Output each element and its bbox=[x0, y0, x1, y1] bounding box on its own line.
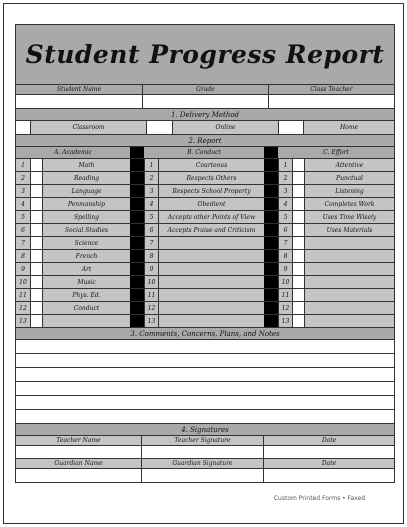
row-number bbox=[16, 211, 30, 223]
rating-box[interactable] bbox=[30, 250, 42, 262]
report-item[interactable] bbox=[304, 198, 394, 210]
report-item[interactable] bbox=[304, 211, 394, 223]
signature-label: Date bbox=[321, 460, 337, 467]
row-number bbox=[144, 276, 158, 288]
comment-line bbox=[16, 410, 394, 424]
report-item-label: French bbox=[75, 252, 98, 260]
report-item-label: Uses Materials bbox=[326, 226, 373, 234]
report-item-label: Respects School Property bbox=[172, 187, 251, 195]
row-number bbox=[16, 315, 30, 327]
row-number-text: 3 bbox=[21, 187, 25, 195]
report-item-label bbox=[159, 250, 264, 262]
signature-label-cell bbox=[263, 436, 394, 445]
column-divider bbox=[130, 250, 144, 262]
row-number bbox=[278, 237, 292, 249]
report-row bbox=[16, 250, 394, 263]
row-number-text: 2 bbox=[21, 174, 25, 182]
report-item-label: Reading bbox=[73, 174, 100, 182]
column-divider bbox=[264, 276, 278, 288]
report-item-label bbox=[159, 315, 264, 327]
report-item[interactable] bbox=[158, 198, 264, 210]
report-item[interactable] bbox=[42, 276, 130, 288]
report-item-label: Attentive bbox=[335, 161, 364, 169]
report-row bbox=[16, 289, 394, 302]
column-divider bbox=[130, 185, 144, 197]
rating-box[interactable] bbox=[30, 276, 42, 288]
report-item[interactable] bbox=[304, 224, 394, 236]
signature-label: Date bbox=[321, 437, 337, 444]
comment-line bbox=[16, 354, 394, 368]
rating-box[interactable] bbox=[30, 237, 42, 249]
row-number-text: 12 bbox=[147, 304, 156, 312]
row-number-text: 4 bbox=[149, 200, 154, 208]
row-number-text: 3 bbox=[283, 187, 288, 195]
delivery-option-text: Home bbox=[339, 124, 359, 131]
row-number-text: 5 bbox=[21, 213, 25, 221]
row-number-text: 7 bbox=[283, 239, 288, 247]
header-field-label: Class Teacher bbox=[310, 86, 353, 93]
column-divider bbox=[264, 315, 278, 327]
report-item-label: Listening bbox=[335, 187, 364, 195]
column-heading-cell bbox=[16, 147, 130, 158]
report-item-label bbox=[159, 289, 264, 301]
row-number bbox=[278, 224, 292, 236]
column-divider bbox=[264, 302, 278, 314]
row-number bbox=[16, 250, 30, 262]
signature-input-row bbox=[16, 469, 394, 482]
row-number bbox=[144, 250, 158, 262]
report-item-label bbox=[159, 263, 264, 275]
report-item-label bbox=[159, 302, 264, 314]
row-number-text: 12 bbox=[281, 304, 290, 312]
report-item[interactable] bbox=[304, 237, 394, 249]
header-blank-row bbox=[16, 95, 394, 109]
header-label-cell bbox=[268, 85, 394, 94]
column-heading-cell bbox=[278, 147, 394, 158]
row-number-text: 9 bbox=[283, 265, 288, 273]
report-item-label: Language bbox=[71, 187, 102, 195]
column-divider bbox=[130, 224, 144, 236]
report-item-label bbox=[305, 315, 394, 327]
column-divider bbox=[264, 147, 278, 158]
report-item-label bbox=[159, 276, 264, 288]
report-item[interactable] bbox=[158, 315, 264, 327]
delivery-option-text: Online bbox=[215, 124, 236, 131]
column-divider bbox=[130, 211, 144, 223]
row-number bbox=[278, 172, 292, 184]
report-item[interactable] bbox=[304, 185, 394, 197]
footer-text: Custom Printed Forms • Faxed bbox=[273, 495, 365, 502]
column-heading-cell bbox=[144, 147, 264, 158]
column-divider bbox=[264, 211, 278, 223]
comment-line bbox=[16, 340, 394, 354]
rating-box[interactable] bbox=[292, 263, 304, 275]
report-item[interactable] bbox=[304, 159, 394, 171]
page-title: Student Progress Report bbox=[25, 40, 385, 69]
report-item[interactable] bbox=[42, 315, 130, 327]
row-number-text: 10 bbox=[19, 278, 27, 286]
delivery-option-text: Classroom bbox=[72, 124, 105, 131]
row-number bbox=[278, 289, 292, 301]
row-number bbox=[16, 302, 30, 314]
report-item-label: Penmanship bbox=[67, 200, 106, 208]
report-item[interactable] bbox=[158, 159, 264, 171]
delivery-checkbox[interactable] bbox=[16, 121, 30, 134]
signature-input[interactable] bbox=[16, 446, 141, 458]
report-item-label: Spelling bbox=[74, 213, 99, 221]
report-item[interactable] bbox=[158, 250, 264, 262]
report-item-label: Music bbox=[77, 278, 96, 286]
signature-input[interactable] bbox=[141, 446, 263, 458]
report-item-label: Phys. Ed. bbox=[72, 291, 101, 299]
row-number-text: 4 bbox=[21, 200, 25, 208]
report-item[interactable] bbox=[158, 276, 264, 288]
report-item-label: Social Studies bbox=[64, 226, 109, 234]
rating-box[interactable] bbox=[30, 263, 42, 275]
row-number bbox=[278, 315, 292, 327]
row-number bbox=[144, 263, 158, 275]
row-number bbox=[144, 224, 158, 236]
row-number bbox=[144, 237, 158, 249]
form-body bbox=[15, 24, 395, 483]
row-number-text: 5 bbox=[149, 213, 154, 221]
rating-box[interactable] bbox=[292, 289, 304, 301]
signature-input-row bbox=[16, 446, 394, 459]
row-number-text: 9 bbox=[21, 265, 25, 273]
report-item[interactable] bbox=[304, 289, 394, 301]
report-item[interactable] bbox=[42, 302, 130, 314]
report-item-label bbox=[159, 237, 264, 249]
row-number bbox=[16, 159, 30, 171]
column-divider bbox=[130, 276, 144, 288]
rating-box[interactable] bbox=[30, 159, 42, 171]
signature-input[interactable] bbox=[141, 469, 263, 482]
column-divider bbox=[264, 172, 278, 184]
row-number-text: 8 bbox=[149, 252, 154, 260]
column-divider bbox=[264, 185, 278, 197]
report-item-label: Conduct bbox=[73, 304, 100, 312]
column-divider bbox=[264, 263, 278, 275]
report-item[interactable] bbox=[304, 250, 394, 262]
row-number-text: 2 bbox=[283, 174, 288, 182]
row-number bbox=[278, 198, 292, 210]
report-item-label bbox=[43, 315, 130, 327]
report-item[interactable] bbox=[42, 289, 130, 301]
row-number-text: 7 bbox=[21, 239, 25, 247]
column-divider bbox=[264, 250, 278, 262]
rating-box[interactable] bbox=[30, 224, 42, 236]
report-item[interactable] bbox=[304, 276, 394, 288]
report-item-label: Punctual bbox=[336, 174, 363, 182]
rating-box[interactable] bbox=[292, 185, 304, 197]
report-item[interactable] bbox=[42, 172, 130, 184]
row-number bbox=[144, 172, 158, 184]
rating-box[interactable] bbox=[292, 250, 304, 262]
row-number-text: 5 bbox=[283, 213, 288, 221]
column-divider bbox=[264, 289, 278, 301]
rating-box[interactable] bbox=[292, 237, 304, 249]
row-number bbox=[278, 263, 292, 275]
rating-box[interactable] bbox=[30, 198, 42, 210]
row-number bbox=[278, 250, 292, 262]
section1-title: 1. Delivery Method bbox=[170, 110, 240, 119]
column-divider bbox=[130, 237, 144, 249]
section3-title: 3. Comments, Concerns, Plans, and Notes bbox=[130, 329, 280, 338]
column-divider bbox=[264, 159, 278, 171]
section2-title: 2. Report bbox=[188, 136, 222, 145]
section2-header bbox=[16, 135, 394, 147]
signature-label: Guardian Name bbox=[54, 460, 103, 467]
row-number-text: 1 bbox=[283, 161, 288, 169]
report-row bbox=[16, 263, 394, 276]
header-field-label: Grade bbox=[196, 86, 215, 93]
report-item[interactable] bbox=[42, 198, 130, 210]
row-number bbox=[144, 315, 158, 327]
report-row bbox=[16, 237, 394, 250]
report-row bbox=[16, 302, 394, 315]
report-item[interactable] bbox=[158, 289, 264, 301]
row-number-text: 9 bbox=[149, 265, 154, 273]
row-number-text: 7 bbox=[149, 239, 154, 247]
row-number-text: 4 bbox=[283, 200, 288, 208]
signature-label-cell bbox=[16, 436, 141, 445]
column-divider bbox=[130, 263, 144, 275]
report-item-label: Accepts other Points of View bbox=[167, 213, 256, 221]
row-number-text: 11 bbox=[147, 291, 156, 299]
rating-box[interactable] bbox=[30, 315, 42, 327]
row-number bbox=[16, 276, 30, 288]
row-number-text: 6 bbox=[283, 226, 288, 234]
report-item-label bbox=[305, 250, 394, 262]
signature-label: Guardian Signature bbox=[172, 460, 233, 467]
rating-box[interactable] bbox=[30, 185, 42, 197]
report-item-label bbox=[305, 263, 394, 275]
delivery-checkbox[interactable] bbox=[278, 121, 303, 134]
column-divider bbox=[130, 159, 144, 171]
form-page bbox=[3, 3, 404, 524]
report-item[interactable] bbox=[304, 263, 394, 275]
row-number bbox=[16, 237, 30, 249]
rating-box[interactable] bbox=[292, 315, 304, 327]
comment-line bbox=[16, 396, 394, 410]
row-number-text: 11 bbox=[19, 291, 27, 299]
row-number bbox=[144, 211, 158, 223]
report-item[interactable] bbox=[158, 263, 264, 275]
report-item-label bbox=[305, 302, 394, 314]
report-item[interactable] bbox=[158, 224, 264, 236]
delivery-option-label bbox=[303, 121, 394, 134]
report-item-label: Completes Work bbox=[324, 200, 375, 208]
signature-label-cell bbox=[16, 459, 141, 468]
title-bar bbox=[16, 25, 394, 85]
report-item[interactable] bbox=[42, 250, 130, 262]
rating-box[interactable] bbox=[30, 302, 42, 314]
column-heading: A. Academic bbox=[54, 149, 92, 156]
report-item-label: Courteous bbox=[195, 161, 228, 169]
report-item-label: Science bbox=[74, 239, 99, 247]
row-number bbox=[144, 289, 158, 301]
section4-header bbox=[16, 424, 394, 436]
signature-label-cell bbox=[263, 459, 394, 468]
rating-box[interactable] bbox=[292, 159, 304, 171]
report-row bbox=[16, 172, 394, 185]
row-number bbox=[16, 185, 30, 197]
delivery-options-row bbox=[16, 121, 394, 135]
report-item-label bbox=[305, 276, 394, 288]
report-row bbox=[16, 159, 394, 172]
signature-label-cell bbox=[141, 436, 263, 445]
header-field-label: Student Name bbox=[56, 86, 102, 93]
row-number-text: 2 bbox=[149, 174, 154, 182]
column-divider bbox=[264, 237, 278, 249]
delivery-option-label bbox=[30, 121, 146, 134]
report-row bbox=[16, 276, 394, 289]
column-divider bbox=[264, 224, 278, 236]
row-number-text: 8 bbox=[283, 252, 288, 260]
rating-box[interactable] bbox=[30, 289, 42, 301]
report-item-label: Art bbox=[81, 265, 92, 273]
header-label-cell bbox=[16, 85, 142, 94]
section4-title: 4. Signatures bbox=[181, 425, 229, 434]
report-item-label bbox=[305, 237, 394, 249]
report-row bbox=[16, 315, 394, 328]
row-number bbox=[16, 172, 30, 184]
rating-box[interactable] bbox=[30, 211, 42, 223]
report-item[interactable] bbox=[158, 172, 264, 184]
report-item[interactable] bbox=[304, 172, 394, 184]
row-number-text: 13 bbox=[281, 317, 290, 325]
row-number bbox=[278, 276, 292, 288]
report-row bbox=[16, 211, 394, 224]
report-item[interactable] bbox=[158, 211, 264, 223]
column-divider bbox=[264, 198, 278, 210]
report-item[interactable] bbox=[158, 185, 264, 197]
column-divider bbox=[130, 198, 144, 210]
report-item[interactable] bbox=[42, 211, 130, 223]
row-number-text: 13 bbox=[147, 317, 156, 325]
row-number bbox=[144, 185, 158, 197]
row-number bbox=[16, 263, 30, 275]
row-number bbox=[144, 198, 158, 210]
report-item-label: Uses Time Wisely bbox=[322, 213, 377, 221]
row-number bbox=[278, 185, 292, 197]
rating-box[interactable] bbox=[292, 276, 304, 288]
row-number bbox=[278, 302, 292, 314]
report-item[interactable] bbox=[158, 237, 264, 249]
signature-label-row bbox=[16, 436, 394, 446]
section1-header bbox=[16, 109, 394, 121]
row-number-text: 11 bbox=[281, 291, 290, 299]
delivery-checkbox[interactable] bbox=[146, 121, 172, 134]
section3-header bbox=[16, 328, 394, 340]
header-label-cell bbox=[142, 85, 268, 94]
rating-box[interactable] bbox=[292, 172, 304, 184]
report-item[interactable] bbox=[42, 237, 130, 249]
header-input-0[interactable] bbox=[16, 95, 142, 108]
report-row bbox=[16, 198, 394, 211]
comment-line bbox=[16, 382, 394, 396]
report-item[interactable] bbox=[304, 315, 394, 327]
report-item[interactable] bbox=[42, 263, 130, 275]
row-number-text: 1 bbox=[149, 161, 154, 169]
row-number-text: 10 bbox=[281, 278, 290, 286]
row-number-text: 1 bbox=[21, 161, 25, 169]
column-divider bbox=[130, 147, 144, 158]
signature-label: Teacher Name bbox=[56, 437, 101, 444]
report-item[interactable] bbox=[304, 302, 394, 314]
column-divider bbox=[130, 289, 144, 301]
column-divider bbox=[130, 172, 144, 184]
row-number-text: 12 bbox=[19, 304, 27, 312]
delivery-option-label bbox=[172, 121, 278, 134]
report-item[interactable] bbox=[42, 159, 130, 171]
report-item-label: Accepts Praise and Criticism bbox=[167, 226, 256, 234]
rating-box[interactable] bbox=[292, 198, 304, 210]
rating-box[interactable] bbox=[292, 224, 304, 236]
row-number bbox=[16, 289, 30, 301]
row-number-text: 3 bbox=[149, 187, 154, 195]
row-number-text: 6 bbox=[149, 226, 154, 234]
row-number-text: 6 bbox=[21, 226, 25, 234]
row-number bbox=[16, 198, 30, 210]
column-divider bbox=[130, 315, 144, 327]
rating-box[interactable] bbox=[292, 211, 304, 223]
header-labels-row bbox=[16, 85, 394, 95]
signature-input[interactable] bbox=[263, 446, 394, 458]
report-column-headings bbox=[16, 147, 394, 159]
row-number-text: 8 bbox=[21, 252, 25, 260]
column-heading: B. Conduct bbox=[187, 149, 221, 156]
column-heading: C. Effort bbox=[323, 149, 349, 156]
row-number-text: 10 bbox=[147, 278, 156, 286]
comment-line bbox=[16, 368, 394, 382]
report-item[interactable] bbox=[42, 185, 130, 197]
report-item-label: Respects Others bbox=[186, 174, 237, 182]
column-divider bbox=[130, 302, 144, 314]
report-row bbox=[16, 185, 394, 198]
row-number bbox=[278, 211, 292, 223]
row-number-text: 13 bbox=[19, 317, 27, 325]
report-item[interactable] bbox=[42, 224, 130, 236]
report-item-label: Obedient bbox=[197, 200, 226, 208]
report-item-label: Math bbox=[78, 161, 95, 169]
row-number bbox=[144, 302, 158, 314]
header-input-1[interactable] bbox=[142, 95, 268, 108]
row-number bbox=[16, 224, 30, 236]
report-row bbox=[16, 224, 394, 237]
header-input-2[interactable] bbox=[268, 95, 394, 108]
signature-input[interactable] bbox=[263, 469, 394, 482]
row-number bbox=[144, 159, 158, 171]
row-number bbox=[278, 159, 292, 171]
signature-label-row bbox=[16, 459, 394, 469]
report-item[interactable] bbox=[158, 302, 264, 314]
rating-box[interactable] bbox=[292, 302, 304, 314]
signature-label-cell bbox=[141, 459, 263, 468]
report-item-label bbox=[305, 289, 394, 301]
signature-label: Teacher Signature bbox=[174, 437, 231, 444]
signature-input[interactable] bbox=[16, 469, 141, 482]
rating-box[interactable] bbox=[30, 172, 42, 184]
